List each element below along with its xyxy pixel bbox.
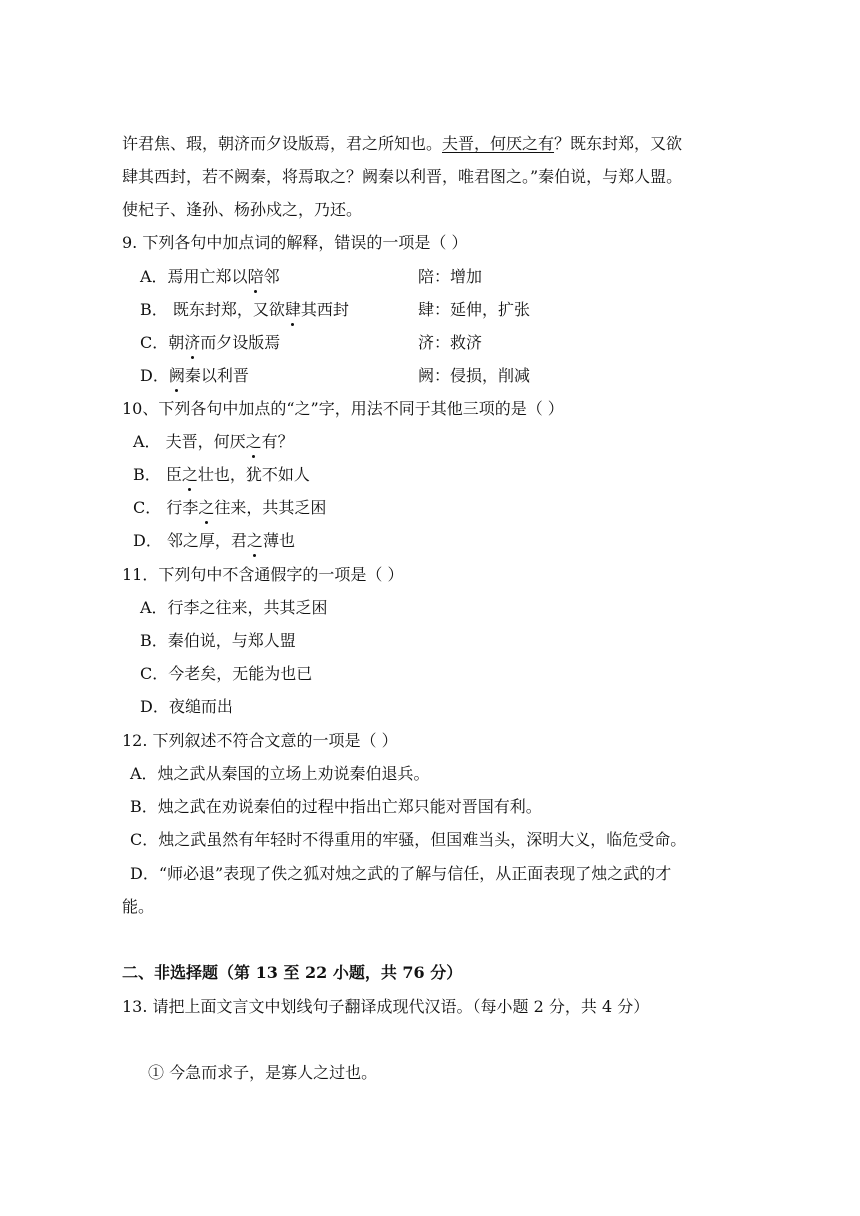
section-2-title: 二、非选择题（第 13 至 22 小题，共 76 分） xyxy=(122,963,463,982)
question-13-stem: 13. 请把上面文言文中划线句子翻译成现代汉语。（每小题 2 分，共 4 分） xyxy=(122,997,650,1016)
q9-option-c xyxy=(140,332,280,354)
option-text: 往来，共其乏困 xyxy=(214,498,327,517)
passage-text: 许君焦、瑕，朝济而夕设版焉，君之所知也。 xyxy=(122,134,443,153)
option-text: A．焉用亡郑以 xyxy=(140,267,248,286)
dotted-word: 之 xyxy=(245,432,262,451)
q11-option-b: B．秦伯说，与郑人盟 xyxy=(140,631,296,650)
q12-option-a: A．烛之武从秦国的立场上劝说秦伯退兵。 xyxy=(130,764,430,783)
q9-option-d-explanation: 阙：侵损，削减 xyxy=(418,366,531,385)
q10-option-c xyxy=(133,497,326,519)
option-text: B． 既东封郑，又欲 xyxy=(140,300,285,319)
q9-option-c-explanation: 济：救济 xyxy=(418,333,483,352)
q10-option-d xyxy=(133,530,295,552)
option-text: 秦以利晋 xyxy=(184,366,249,385)
passage-line-3: 使杞子、逢孙、杨孙戍之，乃还。 xyxy=(122,200,363,219)
question-11-stem: 11．下列句中不含通假字的一项是（ ） xyxy=(122,565,404,584)
q9-option-a-explanation: 陪：增加 xyxy=(418,267,483,286)
option-text: C． 行李 xyxy=(133,498,199,517)
q9-option-a xyxy=(140,266,280,288)
option-text: D． 邻之厚，君 xyxy=(133,531,247,550)
q10-option-b xyxy=(133,464,310,486)
question-9-stem: 9. 下列各句中加点词的解释，错误的一项是（ ） xyxy=(122,233,468,252)
dotted-word: 陪 xyxy=(247,267,264,286)
passage-line-2: 肆其西封，若不阙秦，将焉取之？阙秦以利晋，唯君图之。”秦伯说，与郑人盟。 xyxy=(122,167,683,186)
option-text: 邻 xyxy=(263,267,280,286)
option-text: 壮也，犹不如人 xyxy=(197,465,310,484)
dotted-word: 之 xyxy=(181,465,198,484)
q9-option-b xyxy=(140,299,349,321)
dotted-word: 之 xyxy=(246,531,263,550)
q11-option-a: A．行李之往来，共其乏困 xyxy=(140,598,328,617)
dotted-word: 阙 xyxy=(168,366,185,385)
q12-option-c: C．烛之武虽然有年轻时不得重用的牢骚，但国难当头，深明大义，临危受命。 xyxy=(130,830,687,849)
underlined-sentence: 夫晋，何厌之有 xyxy=(442,134,555,153)
q11-option-d: D．夜缒而出 xyxy=(140,697,233,716)
q12-option-d-line-1: D．“师必退”表现了佚之狐对烛之武的了解与信任，从正面表现了烛之武的才 xyxy=(130,864,672,883)
question-12-stem: 12. 下列叙述不符合文意的一项是（ ） xyxy=(122,731,398,750)
passage-text: ？既东封郑，又欲 xyxy=(554,134,683,153)
option-text: D． xyxy=(140,366,169,385)
q11-option-c: C．今老矣，无能为也已 xyxy=(140,664,313,683)
option-text: B． 臣 xyxy=(133,465,182,484)
option-text: 而夕设版焉 xyxy=(200,333,281,352)
dotted-word: 之 xyxy=(198,498,215,517)
dotted-word: 肆 xyxy=(284,300,301,319)
q12-option-d-line-2: 能。 xyxy=(122,897,155,916)
option-text: 有？ xyxy=(261,432,294,451)
passage-line-1 xyxy=(122,133,682,155)
option-text: C．朝 xyxy=(140,333,185,352)
q10-option-a xyxy=(133,431,294,453)
option-text: 其西封 xyxy=(300,300,349,319)
option-text: A． 夫晋，何厌 xyxy=(133,432,246,451)
q12-option-b: B．烛之武在劝说秦伯的过程中指出亡郑只能对晋国有利。 xyxy=(130,797,542,816)
question-13-item-1: ① 今急而求子，是寡人之过也。 xyxy=(148,1063,378,1082)
q9-option-d xyxy=(140,365,249,387)
question-10-stem: 10、下列各句中加点的“之”字，用法不同于其他三项的是（ ） xyxy=(122,399,564,418)
dotted-word: 济 xyxy=(184,333,201,352)
q9-option-b-explanation: 肆：延伸，扩张 xyxy=(418,300,531,319)
option-text: 薄也 xyxy=(262,531,295,550)
